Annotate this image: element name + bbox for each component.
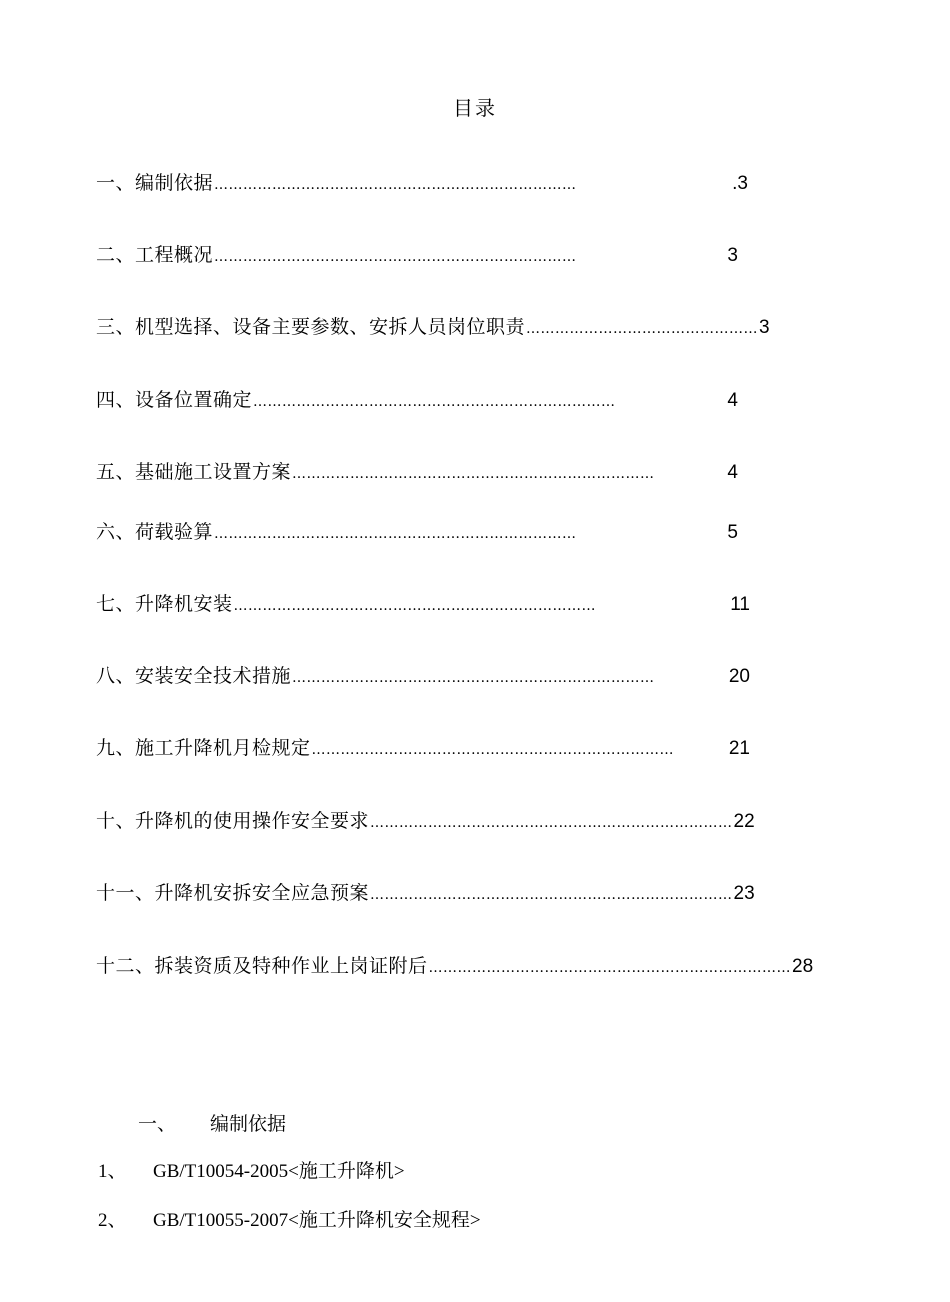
toc-title: 目录 bbox=[453, 96, 497, 120]
toc-entry bbox=[96, 661, 750, 689]
toc-dot-leader: ………………………………………………………………… bbox=[311, 742, 675, 758]
toc-dot-leader: ………………………………………………………………… bbox=[370, 887, 733, 903]
toc-entry bbox=[96, 733, 750, 761]
toc-entry bbox=[96, 385, 738, 413]
toc-entry-label: 四、设备位置确定 bbox=[96, 389, 253, 411]
toc-entry-label: 三、机型选择、设备主要参数、安拆人员岗位职责 bbox=[96, 316, 526, 338]
reference-index: 2、 bbox=[98, 1210, 127, 1231]
toc-entry-label: 九、施工升降机月检规定 bbox=[96, 737, 311, 759]
reference-item bbox=[98, 1205, 481, 1232]
toc-entry-label: 十、升降机的使用操作安全要求 bbox=[96, 810, 370, 832]
section-title: 编制依据 bbox=[210, 1113, 287, 1135]
toc-entry-label: 二、工程概况 bbox=[96, 244, 214, 266]
toc-dot-leader: ………………………………………………………………… bbox=[428, 960, 792, 976]
toc-entry-page: 21 bbox=[728, 738, 750, 759]
toc-dot-leader: ………………………………………………………………… bbox=[214, 526, 577, 542]
toc-entry bbox=[96, 312, 770, 340]
toc-entry bbox=[96, 168, 748, 196]
toc-entry-page: 20 bbox=[728, 666, 750, 687]
toc-entry bbox=[96, 878, 755, 906]
reference-index: 1、 bbox=[98, 1161, 127, 1182]
toc-entry-page: 23 bbox=[733, 883, 755, 904]
section-number: 一、 bbox=[138, 1113, 177, 1135]
toc-entry bbox=[96, 589, 750, 617]
toc-entry-page: 11 bbox=[730, 594, 750, 615]
toc-dot-leader: ………………………………………………………………… bbox=[253, 394, 616, 410]
toc-dot-leader: ………………………………………………………………… bbox=[233, 598, 597, 614]
toc-entry-label: 一、编制依据 bbox=[96, 172, 214, 194]
toc-entry bbox=[96, 806, 755, 834]
toc-dot-leader: ………………………………………………………………… bbox=[292, 670, 655, 686]
toc-entry-label: 十一、升降机安拆安全应急预案 bbox=[96, 882, 370, 904]
toc-dot-leader: ………………………………………………………………… bbox=[214, 177, 577, 193]
toc-entry-page: 4 bbox=[727, 462, 738, 483]
toc-entry-label: 十二、拆装资质及特种作业上岗证附后 bbox=[96, 955, 428, 977]
toc-entry bbox=[96, 457, 738, 485]
reference-item bbox=[98, 1156, 405, 1183]
reference-text: GB/T10055-2007<施工升降机安全规程> bbox=[153, 1210, 481, 1231]
toc-dot-leader: ………………………………………………………………… bbox=[292, 466, 655, 482]
toc-entry bbox=[96, 517, 738, 545]
toc-entry-page: 3 bbox=[727, 245, 738, 266]
toc-entry-label: 五、基础施工设置方案 bbox=[96, 461, 292, 483]
toc-entry bbox=[96, 951, 814, 979]
toc-entry-page: 4 bbox=[727, 390, 738, 411]
toc-dot-leader: ………………………………………………………………… bbox=[370, 815, 733, 831]
toc-entry-label: 七、升降机安装 bbox=[96, 593, 233, 615]
toc-entry-page: 28 bbox=[792, 956, 814, 977]
toc-entry-page: 22 bbox=[733, 811, 755, 832]
toc-entry-page: 5 bbox=[727, 522, 738, 543]
toc-entry-label: 六、荷载验算 bbox=[96, 521, 214, 543]
toc-entry-page: .3 bbox=[732, 173, 748, 194]
toc-entry-label: 八、安装安全技术措施 bbox=[96, 665, 292, 687]
toc-dot-leader: ………………………………………………………………… bbox=[214, 249, 577, 265]
toc-entry bbox=[96, 240, 738, 268]
toc-dot-leader: ………………………………………… bbox=[526, 321, 759, 337]
reference-text: GB/T10054-2005<施工升降机> bbox=[153, 1161, 405, 1182]
section-heading bbox=[138, 1109, 286, 1136]
toc-entry-page: 3 bbox=[759, 317, 770, 338]
